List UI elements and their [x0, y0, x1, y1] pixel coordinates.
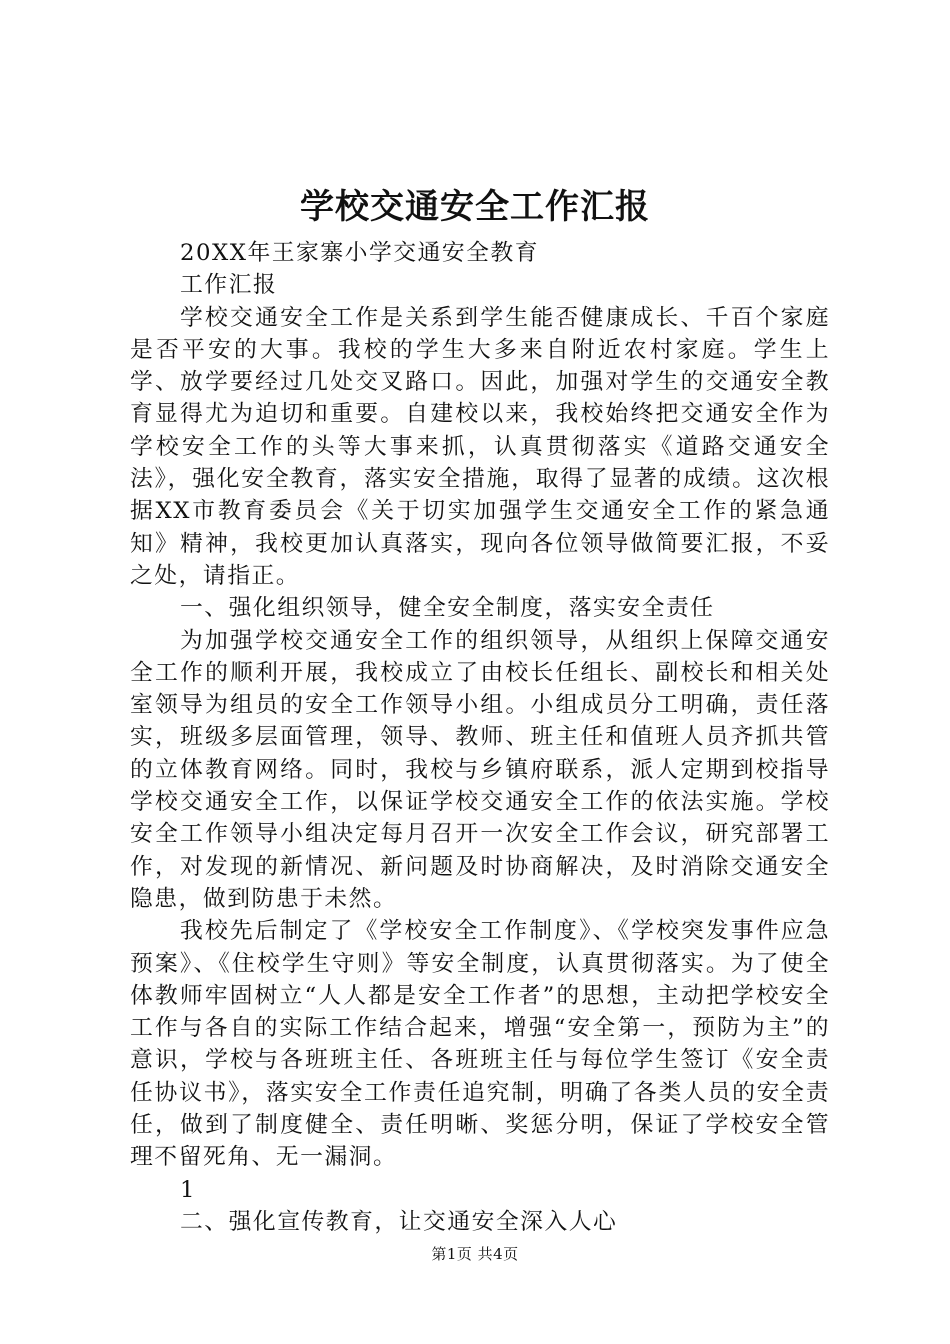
- section-heading-1: 一、强化组织领导，健全安全制度，落实安全责任: [180, 595, 715, 622]
- paragraph-system: 我校先后制定了《学校安全工作制度》、《学校突发事件应急预案》、《住校学生守则》等安全制度，认真贯彻落实。为了使全体教师牢固树立“人人都是安全工作者”的思想，主动把学校安全工作与各自的实际工作结合起来，增强“安全第一，预防为主”的意识，学校与各班班主任、各班班主任与每位学生签订《安全责任协议书》，落实安全工作责任追究制，明确了各类人员的安全责任，做到了制度健全、责任明晰、奖惩分明，保证了学校安全管理不留死角、无一漏洞。: [130, 918, 830, 1171]
- paragraph-organization: 为加强学校交通安全工作的组织领导，从组织上保障交通安全工作的顺利开展，我校成立了由校长任组长、副校长和相关处室领导为组员的安全工作领导小组。小组成员分工明确，责任落实，班级多层面管理，领导、教师、班主任和值班人员齐抓共管的立体教育网络。同时，我校与乡镇府联系，派人定期到校指导学校交通安全工作，以保证学校交通安全工作的依法实施。学校安全工作领导小组决定每月召开一次安全工作会议，研究部署工作，对发现的新情况、新问题及时协商解决，及时消除交通安全隐患，做到防患于未然。: [130, 627, 830, 912]
- inline-page-number: 1: [180, 1176, 197, 1203]
- paragraph-intro: 学校交通安全工作是关系到学生能否健康成长、千百个家庭是否平安的大事。我校的学生大多来自附近农村家庭。学生上学、放学要经过几处交叉路口。因此，加强对学生的交通安全教育显得尤为迫切和重要。自建校以来，我校始终把交通安全作为学校安全工作的头等大事来抓，认真贯彻落实《道路交通安全法》，强化安全教育，落实安全措施，取得了显著的成绩。这次根据XX市教育委员会《关于切实加强学生交通安全工作的紧急通知》精神，我校更加认真落实，现向各位领导做简要汇报，不妥之处，请指正。: [130, 304, 830, 589]
- paragraph-subtitle-line1: 20XX年王家寨小学交通安全教育: [180, 240, 540, 266]
- document-title: 学校交通安全工作汇报: [300, 187, 650, 227]
- paragraph-subtitle-line2: 工作汇报: [180, 272, 278, 299]
- document-body: [130, 237, 830, 1238]
- page-footer: 第1页 共4页: [431, 1245, 519, 1263]
- section-heading-2: 二、强化宣传教育，让交通安全深入人心: [180, 1208, 618, 1235]
